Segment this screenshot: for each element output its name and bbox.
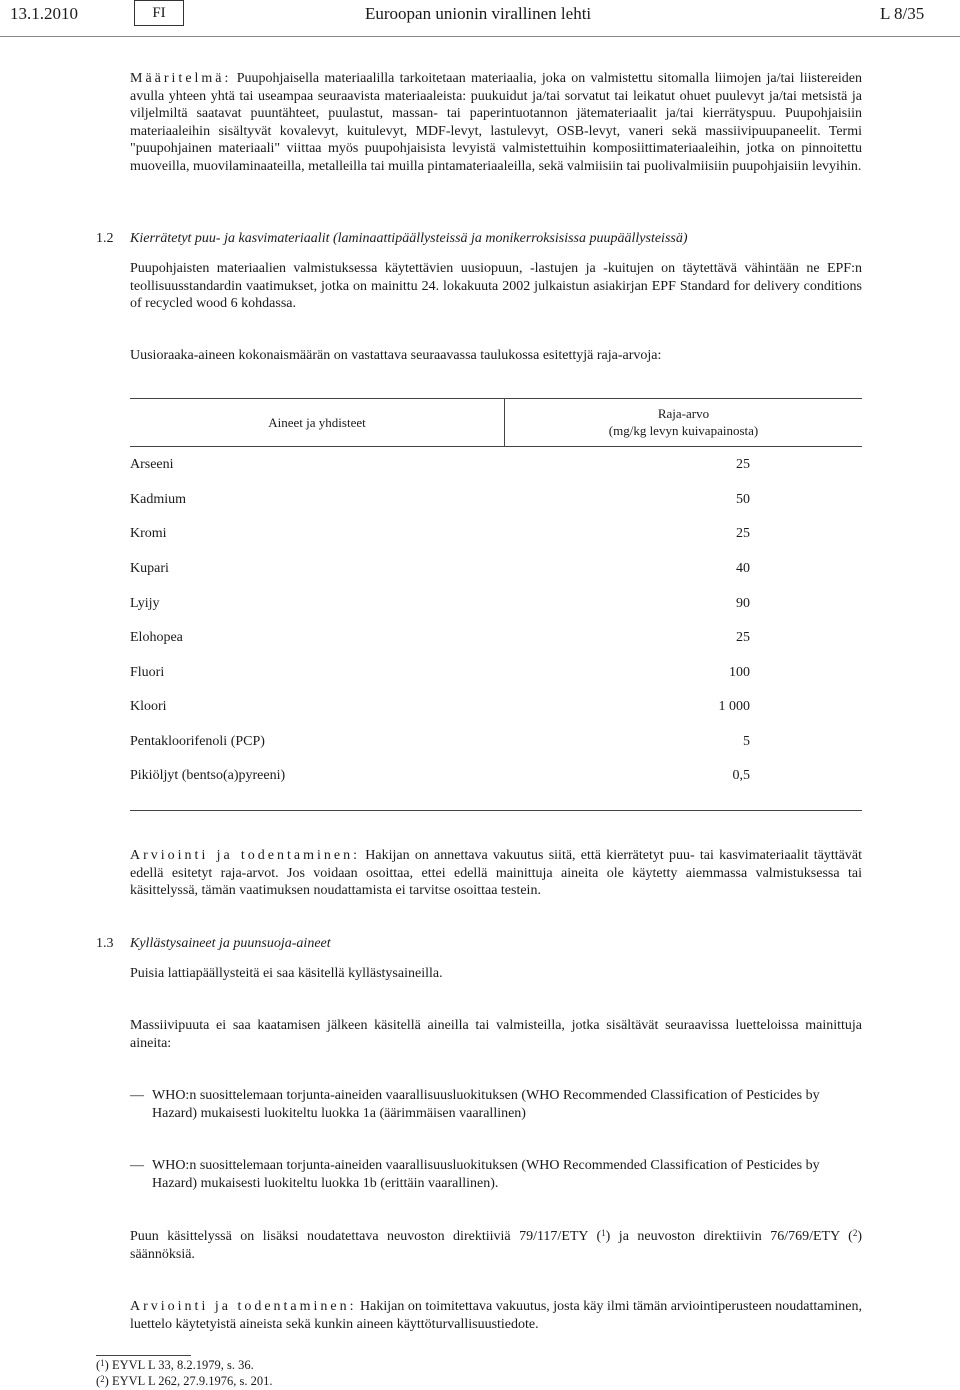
substance-name: Kadmium: [130, 492, 186, 507]
substance-name: Elohopea: [130, 630, 183, 645]
limit-value: 100: [729, 665, 750, 680]
directives-text-a: Puun käsittelyssä on lisäksi noudatettava neuvoston direktiiviä 79/117/ETY (: [130, 1229, 602, 1244]
limit-value: 0,5: [732, 768, 750, 783]
directives-text-c: ) säännöksiä.: [130, 1229, 863, 1262]
footnote-ref-1[interactable]: 1: [601, 1228, 606, 1238]
assessment-text: Hakijan on annettava vakuutus siitä, että kierrätetyt puu- tai kasvimateriaalit täyttävät edellä esitetyt raja-arvot. Jos voidaan osoittaa, ettei edellä mainittuja aineita ole käytetty aiemmassa valmistuksessa tai käsittelyssä, tämän vaatimuksen noudattamista ei tarvitse osoittaa testein.: [130, 848, 862, 898]
table-row: [130, 525, 862, 545]
limit-value: 25: [736, 457, 750, 472]
section-1-3-paragraph-2: Massiivipuuta ei saa kaatamisen jälkeen käsitellä aineilla tai valmisteilla, jotka sisältävät seuraavissa luetteloissa mainittuja aineita:: [130, 1018, 862, 1051]
directives-paragraph: [130, 1228, 862, 1263]
list-dash: —: [130, 1158, 144, 1173]
substance-name: Arseeni: [130, 457, 174, 472]
assessment-label: Arviointi ja todentaminen:: [130, 1299, 357, 1314]
footnote-number: 1: [100, 1358, 105, 1368]
footnote-ref-2[interactable]: 2: [852, 1228, 858, 1238]
table-header-limit: [505, 405, 862, 439]
limit-value: 1 000: [718, 699, 750, 714]
assessment-text: Hakijan on toimitettava vakuutus, josta käy ilmi tämän arviointiperusteen noudattaminen, luettelo käytetyistä aineista sekä kunkin aineen käyttöturvallisuustiedote.: [130, 1299, 862, 1332]
table-row: [130, 595, 862, 615]
table-header-limit-line-2: (mg/kg levyn kuivapainosta): [608, 423, 759, 438]
table-header-substances: Aineet ja yhdisteet: [268, 415, 366, 430]
footnote-2: ($^2$) EYVL L 262, 27.9.1976, s. 201.: [96, 1374, 273, 1388]
definition-label: Määritelmä:: [130, 71, 232, 86]
footnote-rule: [96, 1355, 191, 1356]
limit-value: 50: [736, 492, 750, 507]
limit-value: 25: [736, 526, 750, 541]
substance-name: Fluori: [130, 665, 165, 680]
list-item-class-1a: WHO:n suosittelemaan torjunta-aineiden vaarallisuusluokituksen (WHO Recommended Classification of Pesticides by Hazard) mukaisesti luokiteltu luokka 1a (äärimmäisen vaarallinen): [152, 1088, 820, 1121]
table-row: [130, 698, 862, 718]
section-1-3-number: 1.3: [96, 936, 114, 951]
limit-value: 40: [736, 561, 750, 576]
list-dash: —: [130, 1088, 144, 1103]
limit-value: 25: [736, 630, 750, 645]
definition-paragraph: [130, 70, 862, 175]
substance-name: Pikiöljyt (bentso(a)pyreeni): [130, 768, 286, 783]
substance-name: Pentakloorifenoli (PCP): [130, 734, 265, 749]
table-row: [130, 491, 862, 511]
section-1-2-paragraph-2: Uusioraaka-aineen kokonaismäärän on vastattava seuraavassa taulukossa esitettyjä raja-arvoja:: [130, 348, 662, 363]
section-1-3-paragraph-1: Puisia lattiapäällysteitä ei saa käsitellä kyllästysaineilla.: [130, 966, 443, 981]
table-row: [130, 456, 862, 476]
substance-name: Lyijy: [130, 596, 160, 611]
language-box: FI: [134, 0, 184, 26]
table-top-rule: [130, 398, 862, 399]
table-row: [130, 767, 862, 787]
table-row: [130, 560, 862, 580]
assessment-label: Arviointi ja todentaminen:: [130, 848, 361, 863]
substance-name: Kupari: [130, 561, 169, 576]
page-number: L 8/35: [880, 4, 925, 23]
section-1-3-title: Kyllästysaineet ja puunsuoja-aineet: [130, 936, 331, 951]
footnote-text: ) EYVL L 262, 27.9.1976, s. 201.: [104, 1374, 273, 1388]
substance-name: Kromi: [130, 526, 167, 541]
section-1-2-number: 1.2: [96, 231, 114, 246]
page-header: [0, 0, 960, 37]
publication-date: 13.1.2010: [10, 4, 78, 23]
journal-title: Euroopan unionin virallinen lehti: [365, 4, 592, 23]
substance-name: Kloori: [130, 699, 167, 714]
assessment-paragraph-1: [130, 847, 862, 900]
limit-value: 90: [736, 596, 750, 611]
footnote-text: ) EYVL L 33, 8.2.1979, s. 36.: [104, 1358, 254, 1372]
table-row: [130, 664, 862, 684]
footnote-number: 2: [100, 1374, 105, 1384]
section-1-2-paragraph-1: Puupohjaisten materiaalien valmistuksessa käytettävien uusiopuun, -lastujen ja -kuitujen on täytettävä vähintään ne EPF:n teollisuusstandardin vaatimukset, jotka on mainittu 24. lokakuuta 2002 julkaistun asiakirjan EPF Standard for delivery conditions of recycled wood 6 kohdassa.: [130, 261, 862, 311]
table-header-limit-line-1: Raja-arvo: [657, 406, 710, 421]
table-row: [130, 733, 862, 753]
table-bottom-rule: [130, 810, 862, 811]
assessment-paragraph-2: [130, 1298, 862, 1333]
definition-text: Puupohjaisella materiaalilla tarkoitetaan materiaalia, joka on valmistettu sitomalla liimojen ja/tai liistereiden avulla yhteen yhtä tai useampaa seuraavista materiaaleista: puukuidut ja/tai sorvatut tai leikatut ohuet puulevyt ja/tai metsistä ja viljelmiltä saatavat puuntähteet, puulastut, massan- tai paperintuotannon jätemateriaalit ja/tai kierrätyspuu. Puupohjaisiin materiaaleihin sisältyvät kovalevyt, kuitulevyt, MDF-levyt, lastulevyt, OSB-levyt, vaneri sekä massiivipuupaneelit. Termi "puupohjainen materiaali" viittaa myös puupohjaisista levyistä valmistettuihin komposiittimateriaaleihin, jotka on pinnoitettu muoveilla, muovilaminaateilla, metalleilla tai muilla pintamateriaaleilla, sekä valmiisiin tai puolivalmiisiin puupohjaisiin levyihin.: [130, 71, 862, 174]
list-item-class-1b: WHO:n suosittelemaan torjunta-aineiden vaarallisuusluokituksen (WHO Recommended Classification of Pesticides by Hazard) mukaisesti luokiteltu luokka 1b (erittäin vaarallinen).: [152, 1158, 820, 1191]
table-row: [130, 629, 862, 649]
footnote-1: ($^1$) EYVL L 33, 8.2.1979, s. 36.: [96, 1358, 254, 1372]
table-header-rule: [130, 446, 862, 447]
section-1-2-title: Kierrätetyt puu- ja kasvimateriaalit (laminaattipäällysteissä ja monikerroksisissa puupäällysteissä): [130, 231, 688, 246]
limit-value: 5: [743, 734, 750, 749]
directives-text-b: ) ja neuvoston direktiivin 76/769/ETY (: [605, 1229, 853, 1244]
